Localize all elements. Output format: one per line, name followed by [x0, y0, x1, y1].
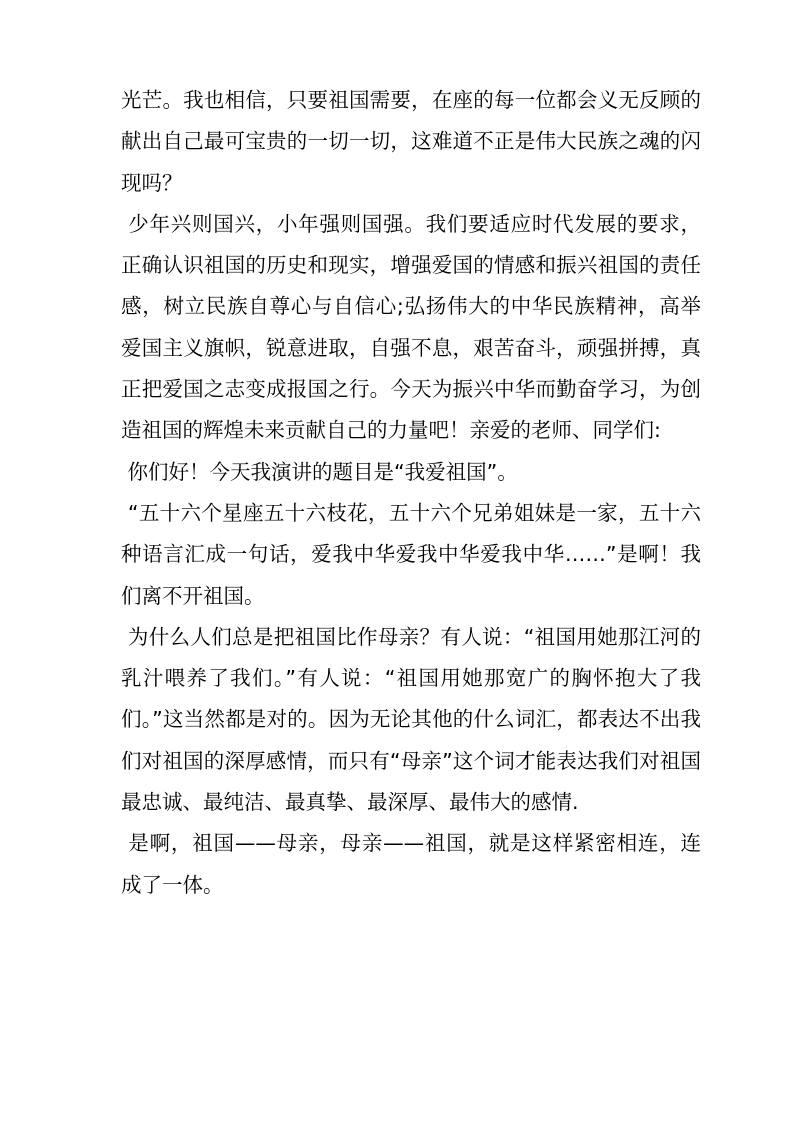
- paragraph: 少年兴则国兴，小年强则国强。我们要适应时代发展的要求，正确认识祖国的历史和现实，增强爱国的情感和振兴祖国的责任感，树立民族自尊心与自信心;弘扬伟大的中华民族精神，高举爱国主义旗帜，锐意进取，自强不息，艰苦奋斗，顽强拼搏，真正把爱国之志变成报国之行。今天为振兴中华而勤奋学习，为创造祖国的辉煌未来贡献自己的力量吧！亲爱的老师、同学们:: [121, 211, 701, 443]
- paragraph: “五十六个星座五十六枝花，五十六个兄弟姐妹是一家，五十六种语言汇成一句话，爱我中华爱我中华爱我中华……”是啊！我们离不开祖国。: [121, 500, 701, 608]
- paragraph: 光芒。我也相信，只要祖国需要，在座的每一位都会义无反顾的献出自己最可宝贵的一切一切，这难道不正是伟大民族之魂的闪现吗？: [121, 88, 701, 195]
- paragraph: 是啊，祖国——母亲，母亲——祖国，就是这样紧密相连，连成了一体。: [121, 831, 701, 897]
- document-body: [121, 80, 701, 906]
- paragraph: 你们好！今天我演讲的题目是“我爱祖国”。: [121, 459, 518, 484]
- paragraph: 为什么人们总是把祖国比作母亲？有人说：“祖国用她那江河的乳汁喂养了我们。”有人说：“祖国用她那宽广的胸怀抱大了我们。”这当然都是对的。因为无论其他的什么词汇，都表达不出我们对祖国的深厚感情，而只有“母亲”这个词才能表达我们对祖国最忠诚、最纯洁、最真挚、最深厚、最伟大的感情.: [121, 624, 701, 815]
